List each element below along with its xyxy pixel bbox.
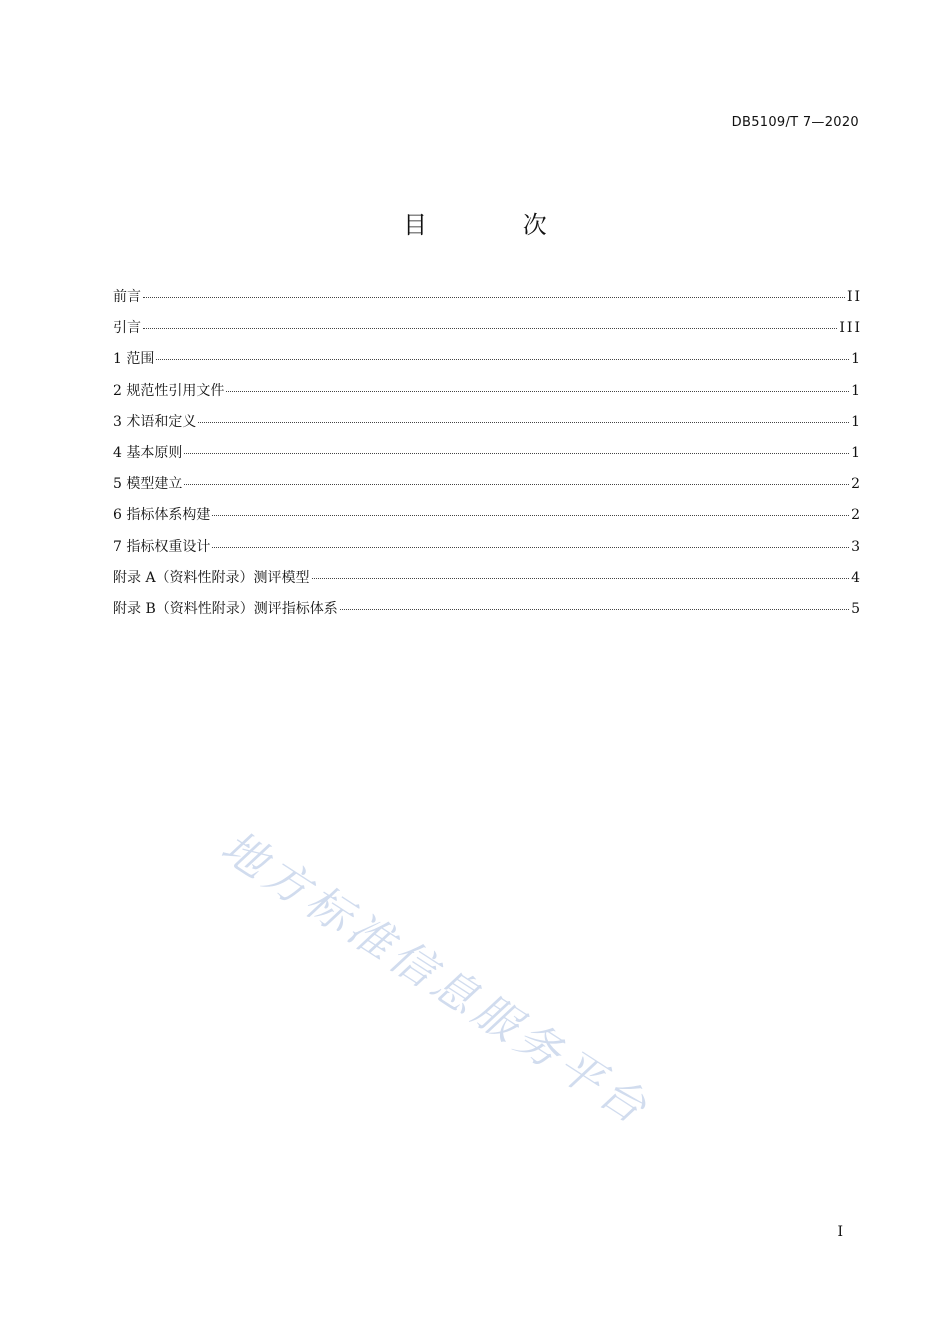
toc-entry-page: 1 bbox=[851, 382, 862, 399]
toc-entry-page: III bbox=[839, 320, 862, 337]
toc-entry-label: 7 指标权重设计 bbox=[113, 538, 211, 555]
document-code: DB5109/T 7—2020 bbox=[731, 115, 859, 130]
dot-leader bbox=[212, 515, 849, 516]
toc-entry-label: 4 基本原则 bbox=[113, 444, 183, 461]
toc-entry-page: 5 bbox=[851, 600, 862, 617]
toc-entry-weight-design[interactable] bbox=[113, 536, 860, 567]
toc-entry-model-building[interactable] bbox=[113, 473, 860, 504]
toc-entry-label: 6 指标体系构建 bbox=[113, 507, 211, 524]
toc-entry-label: 附录 A（资料性附录）测评模型 bbox=[113, 569, 310, 586]
toc-entry-terms-definitions[interactable] bbox=[113, 411, 860, 442]
toc-entry-appendix-b[interactable] bbox=[113, 598, 860, 629]
dot-leader bbox=[312, 578, 850, 579]
toc-entry-page: II bbox=[846, 289, 862, 305]
toc-entry-foreword[interactable] bbox=[113, 286, 860, 317]
toc-title: 目 次 bbox=[403, 211, 591, 239]
dot-leader bbox=[143, 328, 837, 329]
toc-entry-introduction[interactable] bbox=[113, 317, 860, 348]
toc-entry-label: 1 范围 bbox=[113, 351, 155, 368]
table-of-contents bbox=[113, 286, 860, 629]
toc-entry-index-system[interactable] bbox=[113, 504, 860, 535]
toc-entry-label: 5 模型建立 bbox=[113, 476, 183, 493]
toc-entry-label: 前言 bbox=[113, 289, 141, 305]
dot-leader bbox=[226, 391, 849, 392]
watermark: 地方标准信息服务平台 bbox=[212, 821, 660, 1137]
toc-entry-basic-principles[interactable] bbox=[113, 442, 860, 473]
toc-entry-page: 1 bbox=[851, 413, 862, 430]
toc-entry-page: 4 bbox=[851, 569, 862, 586]
page-number: I bbox=[837, 1224, 843, 1240]
toc-entry-label: 附录 B（资料性附录）测评指标体系 bbox=[113, 600, 338, 617]
toc-entry-normative-references[interactable] bbox=[113, 380, 860, 411]
toc-entry-label: 2 规范性引用文件 bbox=[113, 382, 225, 399]
toc-entry-page: 1 bbox=[851, 351, 862, 368]
toc-entry-page: 2 bbox=[851, 507, 862, 524]
dot-leader bbox=[212, 547, 849, 548]
toc-entry-page: 1 bbox=[851, 444, 862, 461]
dot-leader bbox=[143, 297, 845, 298]
dot-leader bbox=[156, 359, 849, 360]
toc-entry-label: 引言 bbox=[113, 320, 141, 337]
toc-entry-label: 3 术语和定义 bbox=[113, 413, 197, 430]
toc-entry-scope[interactable] bbox=[113, 348, 860, 379]
dot-leader bbox=[184, 453, 849, 454]
toc-entry-appendix-a[interactable] bbox=[113, 567, 860, 598]
toc-entry-page: 2 bbox=[851, 476, 862, 493]
dot-leader bbox=[340, 609, 849, 610]
dot-leader bbox=[198, 422, 849, 423]
toc-entry-page: 3 bbox=[851, 538, 862, 555]
dot-leader bbox=[184, 484, 849, 485]
